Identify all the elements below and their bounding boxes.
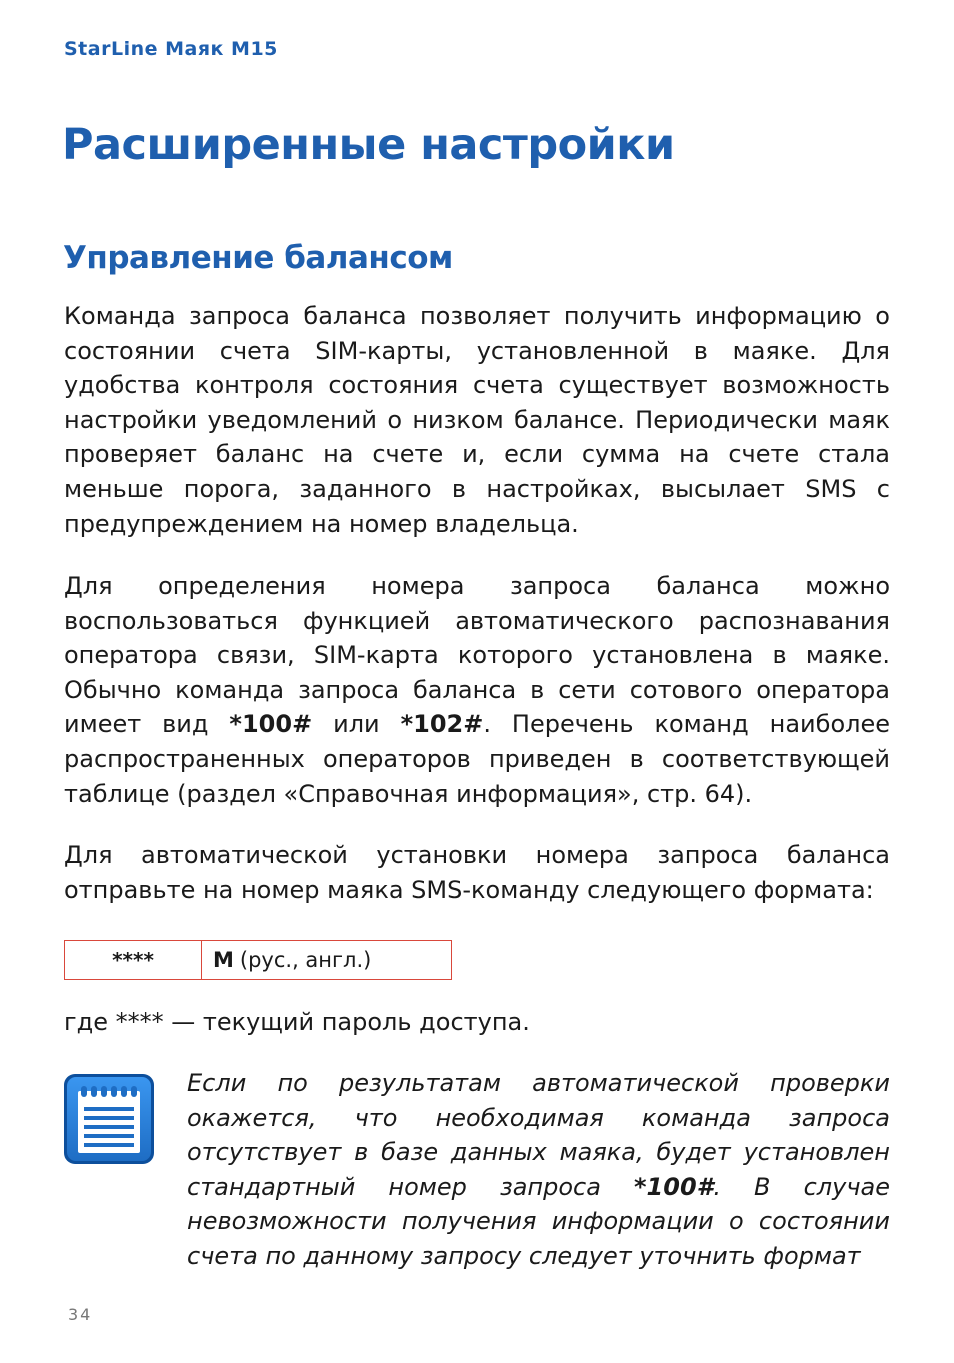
command-cell [202, 941, 451, 979]
notepad-icon [63, 1073, 155, 1165]
note-text [187, 1066, 890, 1274]
note-text-part: Если по результатам автоматической проверки окажется, что необходимая команда запроса отсутствует в базе данных маяка, будет установлен стандартный номер запроса [187, 1069, 890, 1201]
paragraph-text: . Перечень команд наиболее распространенных операторов приведен в соответствующей таблице (раздел «Справочная информация», стр. 64). [64, 710, 891, 808]
page-title: Расширенные настройки [62, 120, 675, 170]
page-number: 34 [68, 1305, 93, 1324]
command-password-cell: **** [65, 941, 202, 979]
paragraph-sms-command: Для автоматической установки номера запроса баланса отправьте на номер маяка SMS-команду следующего формата: [64, 841, 890, 904]
paragraph-text: или [312, 710, 401, 739]
ussd-code-102: *102# [400, 710, 484, 739]
note-text-part: . В случае невозможности получения информации о состоянии счета по данному запросу следует уточнить формат [187, 1172, 890, 1270]
command-letter: M [213, 948, 234, 972]
running-header: StarLine Маяк M15 [64, 38, 278, 60]
note-ussd-code: *100# [634, 1172, 714, 1201]
command-table [64, 940, 452, 980]
password-explanation: где **** — текущий пароль доступа. [64, 1008, 530, 1036]
paragraph-text: Для определения номера запроса баланса можно воспользоваться функцией автоматического распознавания оператора связи, SIM-карта которого установлена в маяке. Обычно команда запроса баланса в сети сотового оператора имеет вид [64, 572, 890, 739]
section-title: Управление балансом [63, 240, 453, 276]
paragraph-balance-intro: Команда запроса баланса позволяет получить информацию о состоянии счета SIM-карты, установленной в маяке. Для удобства контроля состояния счета существует возможность настройки уведомлений о низком балансе. Периодически маяк проверяет баланс на счете и, если сумма на счете стала меньше порога, заданного в настройках, высылает SMS с предупреждением на номер владельца. [64, 302, 890, 538]
ussd-code-100: *100# [229, 710, 313, 739]
command-note: (рус., англ.) [239, 948, 372, 972]
paragraph-balance-operator [64, 569, 890, 811]
